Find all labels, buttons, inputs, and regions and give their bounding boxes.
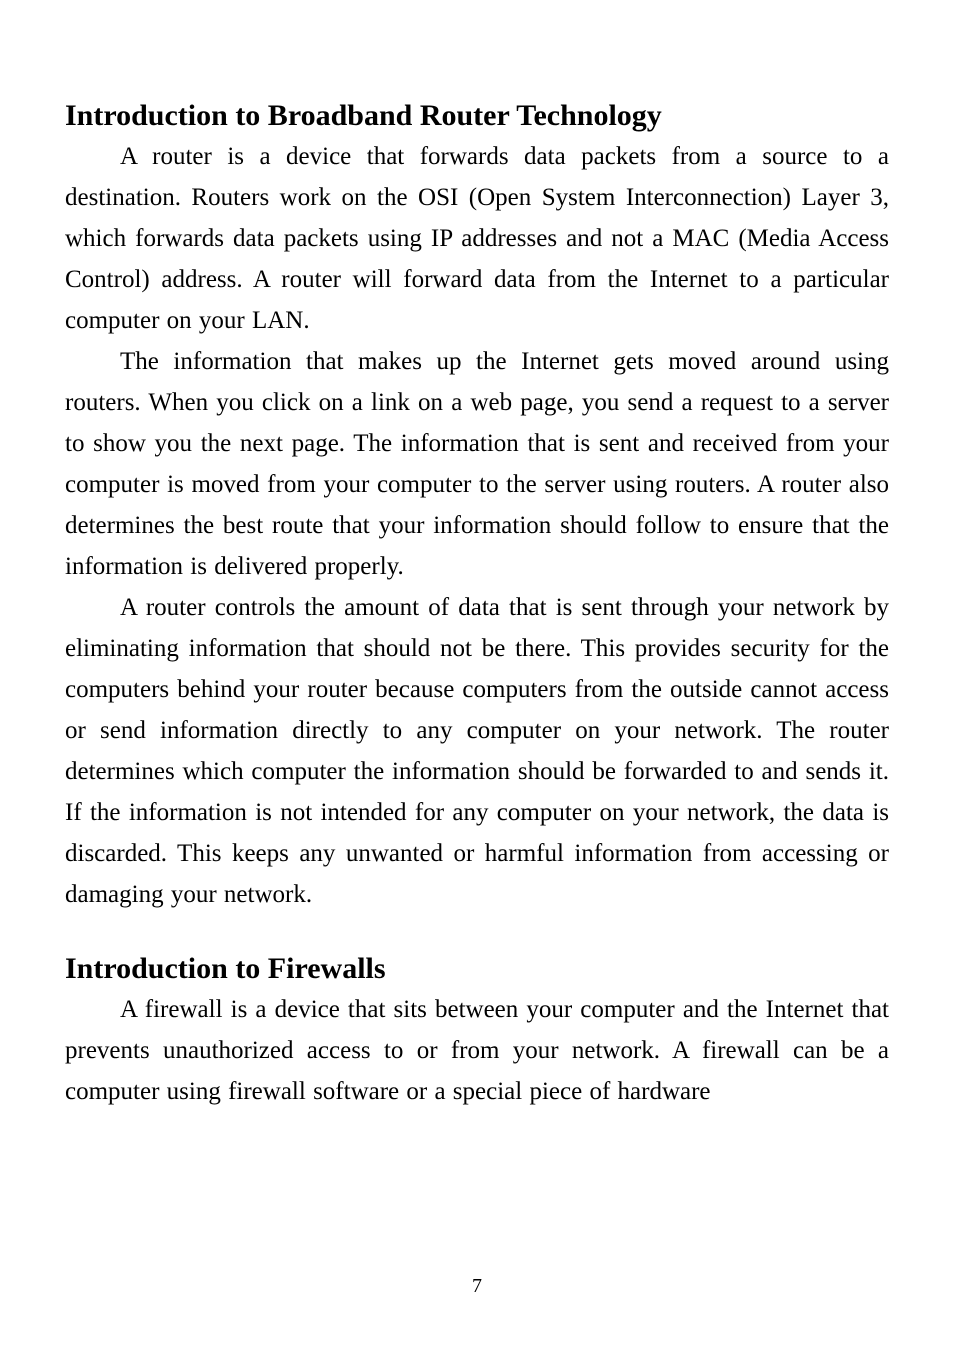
paragraph: A router controls the amount of data that is sent through your network by eliminating information that should not be there. This provides security for the computers behind your router because computers from the outside cannot access or send information directly to any computer on your network. The router determines which computer the information should be forwarded to and sends it. If the information is not intended for any computer on your network, the data is discarded. This keeps any unwanted or harmful information from accessing or damaging your network. bbox=[65, 594, 889, 908]
section-spacer bbox=[65, 915, 889, 949]
paragraph: The information that makes up the Internet gets moved around using routers. When you click on a link on a web page, you send a request to a server to show you the next page. The information that is sent and received from your computer is moved from your computer to the server using routers. A router also determines the best route that your information should follow to ensure that the information is delivered properly. bbox=[65, 348, 889, 580]
section-heading: Introduction to Firewalls bbox=[65, 952, 386, 985]
section-router-technology bbox=[65, 96, 889, 915]
paragraph: A router is a device that forwards data packets from a source to a destination. Routers work on the OSI (Open System Interconnection) Layer 3, which forwards data packets using IP addresses and not a MAC (Media Access Control) address. A router will forward data from the Internet to a particular computer on your LAN. bbox=[65, 143, 889, 334]
document-page bbox=[65, 96, 889, 1112]
section-firewalls bbox=[65, 949, 889, 1112]
section-heading: Introduction to Broadband Router Technology bbox=[65, 99, 662, 132]
paragraph: A firewall is a device that sits between your computer and the Internet that prevents unauthorized access to or from your network. A firewall can be a computer using firewall software or a special piece of hardware bbox=[65, 996, 889, 1105]
page-number: 7 bbox=[472, 1275, 482, 1297]
